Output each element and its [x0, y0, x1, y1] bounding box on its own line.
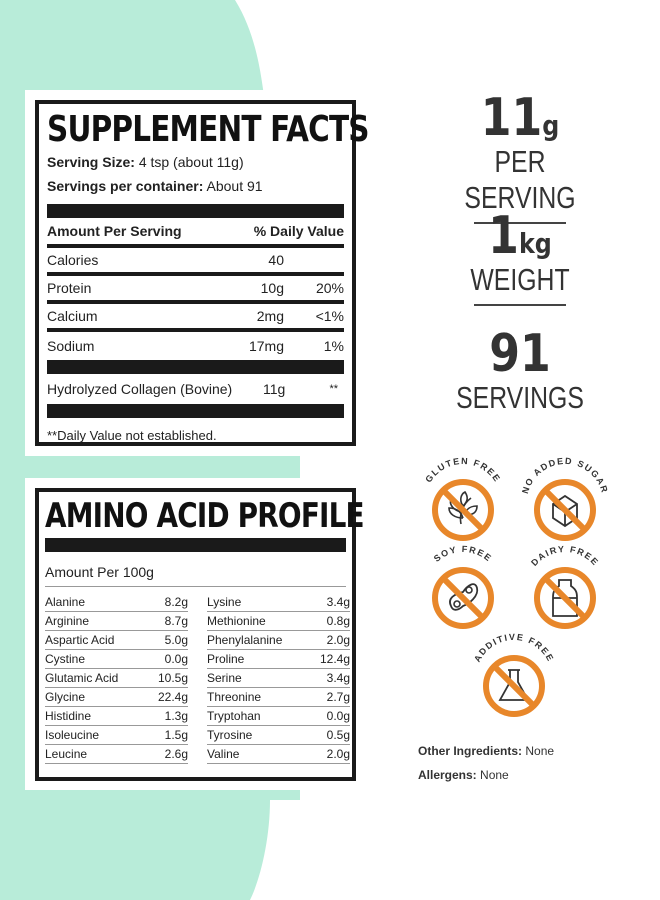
badge-soy-free: [425, 544, 501, 626]
nutrient-dv: 1%: [323, 338, 344, 354]
amino-amount: 2.0g: [326, 747, 350, 761]
amino-amount: 1.3g: [164, 709, 188, 723]
amino-amount: 8.2g: [164, 595, 188, 609]
amino-name: Proline: [207, 652, 245, 666]
nutrient-dv: 20%: [315, 280, 344, 296]
svg-text:NO ADDED SUGAR: [520, 456, 610, 495]
amino-name: Histidine: [45, 709, 92, 723]
badge-gluten-free: [423, 456, 502, 538]
stat-unit: kg: [518, 227, 552, 260]
stat-value: 91: [489, 324, 551, 384]
other-ingredients-label: Other Ingredients:: [418, 744, 523, 758]
nutrient-amount: 40: [268, 252, 284, 268]
nutrient-amount: 17mg: [248, 338, 284, 354]
amino-name: Arginine: [45, 614, 90, 628]
collagen-dv: **: [329, 383, 338, 395]
amino-name: Lysine: [207, 595, 242, 609]
amino-name: Phenylalanine: [207, 633, 283, 647]
svg-text:DAIRY FREE: [529, 544, 601, 568]
other-ingredients: None: [525, 744, 555, 758]
supplement-facts-title: SUPPLEMENT FACTS: [47, 109, 369, 150]
amino-name: Methionine: [207, 614, 266, 628]
nutrient-amount: 10g: [260, 280, 284, 296]
amino-amount: 22.4g: [157, 690, 188, 704]
dv-header: % Daily Value: [253, 223, 344, 239]
amino-name: Tryptohan: [207, 709, 261, 723]
amino-name: Glycine: [45, 690, 86, 704]
amino-amount: 12.4g: [319, 652, 350, 666]
amino-name: Cystine: [45, 652, 86, 666]
collagen-name: Hydrolyzed Collagen (Bovine): [47, 381, 233, 397]
stat-label: SERVINGS: [456, 380, 584, 415]
badge-label: DAIRY FREE: [529, 543, 601, 568]
amino-name: Glutamic Acid: [45, 671, 119, 685]
nutrient-name: Calcium: [47, 308, 98, 324]
badge-label: GLUTEN FREE: [423, 455, 503, 485]
servings-label: Servings per container:: [47, 178, 204, 194]
stat-value: 11: [480, 88, 543, 148]
amino-name: Aspartic Acid: [45, 633, 115, 647]
amino-amount: 2.0g: [326, 633, 350, 647]
collagen-amount: 11g: [263, 381, 286, 397]
nutrient-name: Calories: [47, 252, 99, 268]
amino-name: Threonine: [207, 690, 262, 704]
serving-size-label: Serving Size:: [47, 154, 135, 170]
amino-name: Alanine: [45, 595, 86, 609]
amino-amount: 0.0g: [326, 709, 350, 723]
servings: About 91: [206, 178, 263, 194]
amount-header: Amount Per Serving: [47, 223, 182, 239]
badge-label: SOY FREE: [431, 543, 495, 564]
amino-amount: 0.8g: [326, 614, 350, 628]
amino-name: Leucine: [45, 747, 88, 761]
allergens-label: Allergens:: [418, 768, 477, 782]
serving-size: 4 tsp (about 11g): [138, 154, 244, 170]
svg-text:SOY FREE: [432, 544, 494, 564]
amino-name: Isoleucine: [45, 728, 100, 742]
badge-label: ADDITIVE FREE: [471, 631, 557, 664]
nutrient-name: Protein: [47, 280, 92, 296]
amino-name: Tyrosine: [207, 728, 253, 742]
stat-label: WEIGHT: [470, 262, 570, 297]
amino-subtitle: Amount Per 100g: [45, 564, 346, 587]
amino-name: Valine: [207, 747, 240, 761]
amino-amount: 1.5g: [164, 728, 188, 742]
amino-name: Serine: [207, 671, 242, 685]
amino-amount: 2.7g: [326, 690, 350, 704]
prohibited-slash: [545, 578, 585, 618]
stat-unit: g: [542, 109, 560, 142]
allergens: None: [480, 768, 509, 782]
badge-label: NO ADDED SUGAR: [519, 455, 611, 495]
amino-amount: 5.0g: [164, 633, 188, 647]
badge-no-added-sugar: [520, 456, 610, 538]
prohibited-slash: [443, 578, 483, 618]
amino-amount: 10.5g: [157, 671, 188, 685]
amino-amount: 0.0g: [164, 652, 188, 666]
stat-label: PER SERVING: [464, 144, 576, 215]
nutrient-dv: <1%: [315, 308, 344, 324]
amino-title: AMINO ACID PROFILE: [45, 496, 364, 536]
stat-value: 1: [488, 206, 519, 266]
nutrient-amount: 2mg: [256, 308, 284, 324]
amino-amount: 3.4g: [326, 595, 350, 609]
amino-amount: 3.4g: [326, 671, 350, 685]
amino-amount: 2.6g: [164, 747, 188, 761]
footnote: **Daily Value not established.: [47, 428, 217, 443]
badge-dairy-free: [527, 544, 603, 626]
amino-amount: 0.5g: [326, 728, 350, 742]
nutrient-name: Sodium: [47, 338, 95, 354]
badge-additive-free: [472, 632, 556, 714]
amino-amount: 8.7g: [164, 614, 188, 628]
